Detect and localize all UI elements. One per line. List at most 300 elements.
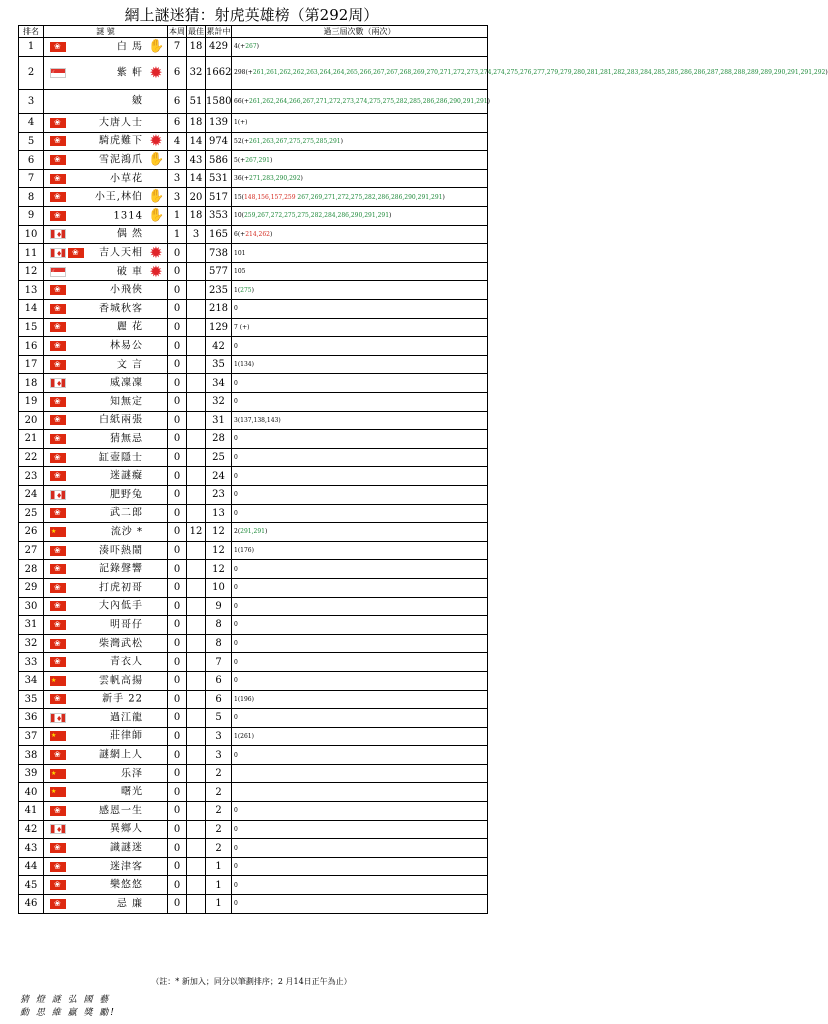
history-segment: 10(: [234, 212, 244, 220]
sg-flag-icon: [50, 68, 66, 78]
name-cell: [44, 207, 168, 226]
week-cell: 0: [168, 467, 187, 486]
history-cell: [232, 188, 488, 207]
hk-flag-icon: [50, 657, 66, 667]
rank-cell: 27: [19, 541, 44, 560]
history-segment: ): [264, 528, 268, 536]
history-cell: [232, 895, 488, 914]
name-cell: [44, 727, 168, 746]
rank-cell: 37: [19, 727, 44, 746]
player-name: 感恩一生: [99, 805, 143, 817]
total-cell: 6: [206, 690, 232, 709]
history-segment: 0: [234, 342, 238, 350]
history-cell: [232, 578, 488, 597]
total-cell: 7: [206, 653, 232, 672]
best-cell: 18: [187, 38, 206, 57]
player-name: 打虎初哥: [99, 582, 143, 594]
total-cell: 165: [206, 225, 232, 244]
hk-flag-icon: [50, 341, 66, 351]
history-segment: 52(+: [234, 137, 250, 145]
history-segment: 214,262: [245, 230, 270, 238]
total-cell: 8: [206, 616, 232, 635]
table-row: [19, 541, 488, 560]
table-row: [19, 616, 488, 635]
history-cell: [232, 839, 488, 858]
best-cell: [187, 783, 206, 802]
history-segment: 0: [234, 565, 238, 573]
history-cell: [232, 690, 488, 709]
cn-flag-icon: [50, 787, 66, 797]
hk-flag-icon: [50, 694, 66, 704]
hk-flag-icon: [50, 639, 66, 649]
table-row: [19, 411, 488, 430]
player-name: 新手 22: [102, 693, 143, 705]
name-cell: [44, 709, 168, 728]
history-segment: ): [256, 43, 259, 51]
table-row: [19, 114, 488, 133]
rank-cell: 35: [19, 690, 44, 709]
history-segment: 267,269,271,272,275,282,286,286,290,291,291: [295, 193, 443, 201]
player-name: 武二郎: [110, 507, 143, 519]
player-name: 樂悠悠: [110, 879, 143, 891]
rank-cell: 4: [19, 114, 44, 133]
player-name: 紫 軒: [116, 67, 143, 79]
name-cell: [44, 671, 168, 690]
week-cell: 0: [168, 727, 187, 746]
rank-cell: 20: [19, 411, 44, 430]
history-cell: [232, 467, 488, 486]
total-cell: 218: [206, 300, 232, 319]
history-segment: 6(+: [234, 230, 246, 238]
total-cell: 586: [206, 151, 232, 170]
table-row: [19, 802, 488, 821]
table-row: [19, 337, 488, 356]
player-name: 忌 廉: [116, 898, 143, 910]
rank-cell: 30: [19, 597, 44, 616]
hk-flag-icon: [50, 174, 66, 184]
total-cell: 28: [206, 430, 232, 449]
rank-cell: 10: [19, 225, 44, 244]
history-cell: [232, 504, 488, 523]
best-cell: [187, 653, 206, 672]
history-segment: ): [251, 286, 254, 294]
total-cell: 2: [206, 839, 232, 858]
footnote: （註：* 新加入；同分以筆劃排序；2 月14日正午為止）: [151, 977, 352, 986]
name-cell: [44, 746, 168, 765]
history-cell: [232, 820, 488, 839]
player-name: 林易公: [110, 340, 143, 352]
week-cell: 0: [168, 764, 187, 783]
total-cell: 1580: [206, 89, 232, 114]
table-row: [19, 690, 488, 709]
history-segment: 1(261): [234, 732, 254, 740]
best-cell: [187, 578, 206, 597]
name-cell: [44, 281, 168, 300]
history-segment: 101: [234, 249, 246, 257]
history-segment: 1(+): [234, 119, 248, 127]
best-cell: [187, 727, 206, 746]
table-row: [19, 746, 488, 765]
rank-cell: 5: [19, 132, 44, 151]
history-cell: [232, 746, 488, 765]
sg-flag-icon: [50, 267, 66, 277]
hk-flag-icon: [50, 750, 66, 760]
best-cell: [187, 616, 206, 635]
player-name: 青衣人: [110, 656, 143, 668]
history-cell: [232, 355, 488, 374]
best-cell: [187, 281, 206, 300]
week-cell: 3: [168, 151, 187, 170]
cn-flag-icon: [50, 731, 66, 741]
name-cell: [44, 38, 168, 57]
history-cell: [232, 783, 488, 802]
total-cell: 353: [206, 207, 232, 226]
best-cell: [187, 430, 206, 449]
hk-flag-icon: [68, 248, 84, 258]
name-cell: [44, 597, 168, 616]
history-segment: 0: [234, 751, 238, 759]
rank-cell: 18: [19, 374, 44, 393]
history-cell: [232, 727, 488, 746]
history-segment: 259,267,272,275,275,282,284,286,290,291,291: [243, 212, 390, 220]
rank-cell: 22: [19, 448, 44, 467]
table-row: [19, 56, 488, 89]
history-segment: 148,156,157,: [243, 193, 285, 201]
total-cell: 974: [206, 132, 232, 151]
hk-flag-icon: [50, 434, 66, 444]
week-cell: 0: [168, 523, 187, 542]
total-cell: 3: [206, 727, 232, 746]
total-cell: 13: [206, 504, 232, 523]
history-cell: [232, 523, 488, 542]
history-segment: ): [389, 212, 392, 220]
history-segment: 1(: [234, 286, 241, 294]
header-rank: 排名: [19, 26, 44, 38]
table-row: [19, 727, 488, 746]
table-row: [19, 318, 488, 337]
name-cell: [44, 783, 168, 802]
table-row: [19, 262, 488, 281]
name-cell: [44, 876, 168, 895]
name-cell: [44, 857, 168, 876]
history-cell: [232, 597, 488, 616]
table-row: [19, 783, 488, 802]
total-cell: 6: [206, 671, 232, 690]
table-row: [19, 876, 488, 895]
history-cell: [232, 448, 488, 467]
week-cell: 0: [168, 337, 187, 356]
player-name: 湊吓熱鬧: [99, 545, 143, 557]
rank-cell: 25: [19, 504, 44, 523]
name-cell: [44, 411, 168, 430]
best-cell: [187, 337, 206, 356]
total-cell: 35: [206, 355, 232, 374]
hk-flag-icon: [50, 583, 66, 593]
history-segment: 15(: [234, 193, 244, 201]
week-cell: 0: [168, 541, 187, 560]
table-row: [19, 169, 488, 188]
name-cell: [44, 504, 168, 523]
total-cell: 3: [206, 746, 232, 765]
week-cell: 0: [168, 746, 187, 765]
week-cell: 4: [168, 132, 187, 151]
table-header-row: [19, 26, 488, 38]
name-cell: [44, 244, 168, 263]
history-cell: [232, 38, 488, 57]
header-history: 過三屆次數（兩次）: [232, 26, 488, 38]
table-row: [19, 225, 488, 244]
week-cell: 0: [168, 430, 187, 449]
table-row: [19, 523, 488, 542]
history-segment: 0: [234, 398, 238, 406]
week-cell: 0: [168, 839, 187, 858]
best-cell: [187, 820, 206, 839]
rank-cell: 23: [19, 467, 44, 486]
player-name: 迷津客: [110, 861, 143, 873]
history-segment: 0: [234, 472, 238, 480]
best-cell: 20: [187, 188, 206, 207]
hk-flag-icon: [50, 471, 66, 481]
name-cell: [44, 616, 168, 635]
hk-flag-icon: [50, 806, 66, 816]
best-cell: [187, 634, 206, 653]
rank-cell: 44: [19, 857, 44, 876]
name-cell: [44, 634, 168, 653]
rank-cell: 41: [19, 802, 44, 821]
total-cell: 24: [206, 467, 232, 486]
history-cell: [232, 56, 828, 89]
hk-flag-icon: [50, 192, 66, 202]
best-cell: [187, 671, 206, 690]
table-row: [19, 504, 488, 523]
name-cell: [44, 225, 168, 244]
history-segment: 0: [234, 658, 238, 666]
cn-flag-icon: [50, 527, 66, 537]
week-cell: 6: [168, 56, 187, 89]
hk-flag-icon: [50, 899, 66, 909]
history-cell: [232, 318, 488, 337]
week-cell: 0: [168, 281, 187, 300]
best-cell: 14: [187, 132, 206, 151]
player-name: 香城秋客: [99, 303, 143, 315]
player-name: 皴: [132, 95, 143, 107]
player-name: 猜無忌: [110, 433, 143, 445]
history-segment: 66(+: [234, 97, 250, 105]
history-segment: 261,261,262,262,263,264,264,265,266,267,267,268,269,270,271,272,273,274,274,275,276,277,279,279,280,281,281,282,283,284,285,285,286,286,287,288,288,289,289,290,291,291,292: [252, 69, 826, 77]
history-segment: 0: [234, 454, 238, 462]
history-cell: [232, 671, 488, 690]
player-name: 偶 然: [116, 228, 143, 240]
history-segment: 1(176): [234, 547, 254, 555]
week-cell: 3: [168, 188, 187, 207]
hand-badge-icon: [148, 208, 164, 224]
history-cell: [232, 876, 488, 895]
rank-cell: 33: [19, 653, 44, 672]
best-cell: 18: [187, 207, 206, 226]
history-segment: 0: [234, 509, 238, 517]
player-name: 威凜凜: [110, 377, 143, 389]
best-cell: [187, 374, 206, 393]
history-segment: ): [487, 97, 490, 105]
player-name: 肥野兔: [110, 489, 143, 501]
rank-cell: 31: [19, 616, 44, 635]
week-cell: 0: [168, 802, 187, 821]
history-segment: 0: [234, 602, 238, 610]
total-cell: 531: [206, 169, 232, 188]
player-name: 破 車: [116, 266, 143, 278]
player-name: 麗 花: [116, 321, 143, 333]
hk-flag-icon: [50, 304, 66, 314]
table-row: [19, 839, 488, 858]
best-cell: 43: [187, 151, 206, 170]
history-cell: [232, 151, 488, 170]
name-cell: [44, 318, 168, 337]
week-cell: 0: [168, 616, 187, 635]
leaderboard-table: [18, 25, 828, 914]
history-cell: [232, 857, 488, 876]
history-segment: 261,262,264,266,267,271,272,273,274,275,275,282,285,286,286,290,291,291: [249, 97, 488, 105]
history-segment: ): [825, 69, 828, 77]
player-name: 小飛俠: [110, 284, 143, 296]
player-name: 小草花: [110, 173, 143, 185]
best-cell: [187, 802, 206, 821]
player-name: 乐泽: [121, 768, 143, 780]
best-cell: 51: [187, 89, 206, 114]
rank-cell: 8: [19, 188, 44, 207]
history-segment: ): [270, 230, 273, 238]
total-cell: 738: [206, 244, 232, 263]
total-cell: 8: [206, 634, 232, 653]
history-segment: 267: [245, 43, 257, 51]
ca-flag-icon: [50, 229, 66, 239]
table-row: [19, 300, 488, 319]
total-cell: 10: [206, 578, 232, 597]
table-row: [19, 820, 488, 839]
history-segment: 36(+: [234, 175, 250, 183]
hk-flag-icon: [50, 155, 66, 165]
table-row: [19, 560, 488, 579]
star-badge-icon: [148, 65, 164, 81]
week-cell: 0: [168, 393, 187, 412]
rank-cell: 42: [19, 820, 44, 839]
history-segment: 1(196): [234, 695, 254, 703]
name-cell: [44, 802, 168, 821]
name-cell: [44, 690, 168, 709]
total-cell: 12: [206, 523, 232, 542]
player-name: 1314: [113, 210, 143, 222]
history-cell: [232, 225, 488, 244]
best-cell: [187, 560, 206, 579]
best-cell: [187, 876, 206, 895]
history-segment: 0: [234, 881, 238, 889]
rank-cell: 11: [19, 244, 44, 263]
table-row: [19, 671, 488, 690]
history-segment: 0: [234, 379, 238, 387]
history-segment: 4(+: [234, 43, 246, 51]
history-segment: 298(+: [234, 69, 253, 77]
cn-flag-icon: [50, 769, 66, 779]
week-cell: 0: [168, 374, 187, 393]
table-row: [19, 578, 488, 597]
hand-badge-icon: [148, 152, 164, 168]
player-name: 白 馬: [116, 41, 143, 53]
name-cell: [44, 578, 168, 597]
hk-flag-icon: [50, 360, 66, 370]
rank-cell: 16: [19, 337, 44, 356]
total-cell: 1: [206, 895, 232, 914]
history-segment: ): [270, 156, 273, 164]
history-cell: [232, 393, 488, 412]
week-cell: 1: [168, 207, 187, 226]
star-badge-icon: [148, 245, 164, 261]
week-cell: 0: [168, 300, 187, 319]
rank-cell: 40: [19, 783, 44, 802]
total-cell: 9: [206, 597, 232, 616]
best-cell: 14: [187, 169, 206, 188]
week-cell: 0: [168, 318, 187, 337]
history-segment: 261,263,267,275,275,285,291: [249, 137, 341, 145]
history-cell: [232, 560, 488, 579]
ca-flag-icon: [50, 490, 66, 500]
history-cell: [232, 114, 488, 133]
history-cell: [232, 300, 488, 319]
week-cell: 0: [168, 597, 187, 616]
week-cell: 0: [168, 783, 187, 802]
best-cell: [187, 318, 206, 337]
history-segment: 0: [234, 305, 238, 313]
history-segment: 267,291: [245, 156, 270, 164]
rank-cell: 45: [19, 876, 44, 895]
best-cell: [187, 411, 206, 430]
history-segment: 0: [234, 863, 238, 871]
week-cell: 0: [168, 857, 187, 876]
history-segment: 3(137,138,143): [234, 416, 281, 424]
name-cell: [44, 430, 168, 449]
history-segment: 0: [234, 900, 238, 908]
week-cell: 0: [168, 262, 187, 281]
name-cell: [44, 355, 168, 374]
page-title: 網上謎迷猜：射虎英雄榜（第292周）: [124, 6, 379, 24]
header-total: 累計中: [206, 26, 231, 36]
history-segment: 259: [284, 193, 296, 201]
rank-cell: 46: [19, 895, 44, 914]
history-cell: [232, 281, 488, 300]
name-cell: [44, 523, 168, 542]
best-cell: [187, 448, 206, 467]
hk-flag-icon: [50, 601, 66, 611]
hk-flag-icon: [50, 862, 66, 872]
history-cell: [232, 802, 488, 821]
hk-flag-icon: [50, 620, 66, 630]
total-cell: 31: [206, 411, 232, 430]
history-cell: [232, 169, 488, 188]
week-cell: 0: [168, 820, 187, 839]
hk-flag-icon: [50, 880, 66, 890]
name-cell: [44, 374, 168, 393]
rank-cell: 1: [19, 38, 44, 57]
total-cell: 1662: [206, 56, 232, 89]
best-cell: [187, 857, 206, 876]
name-cell: [44, 132, 168, 151]
rank-cell: 43: [19, 839, 44, 858]
history-segment: 0: [234, 807, 238, 815]
history-cell: [232, 634, 488, 653]
name-cell: [44, 467, 168, 486]
week-cell: 0: [168, 355, 187, 374]
rank-cell: 14: [19, 300, 44, 319]
best-cell: [187, 690, 206, 709]
week-cell: 0: [168, 578, 187, 597]
